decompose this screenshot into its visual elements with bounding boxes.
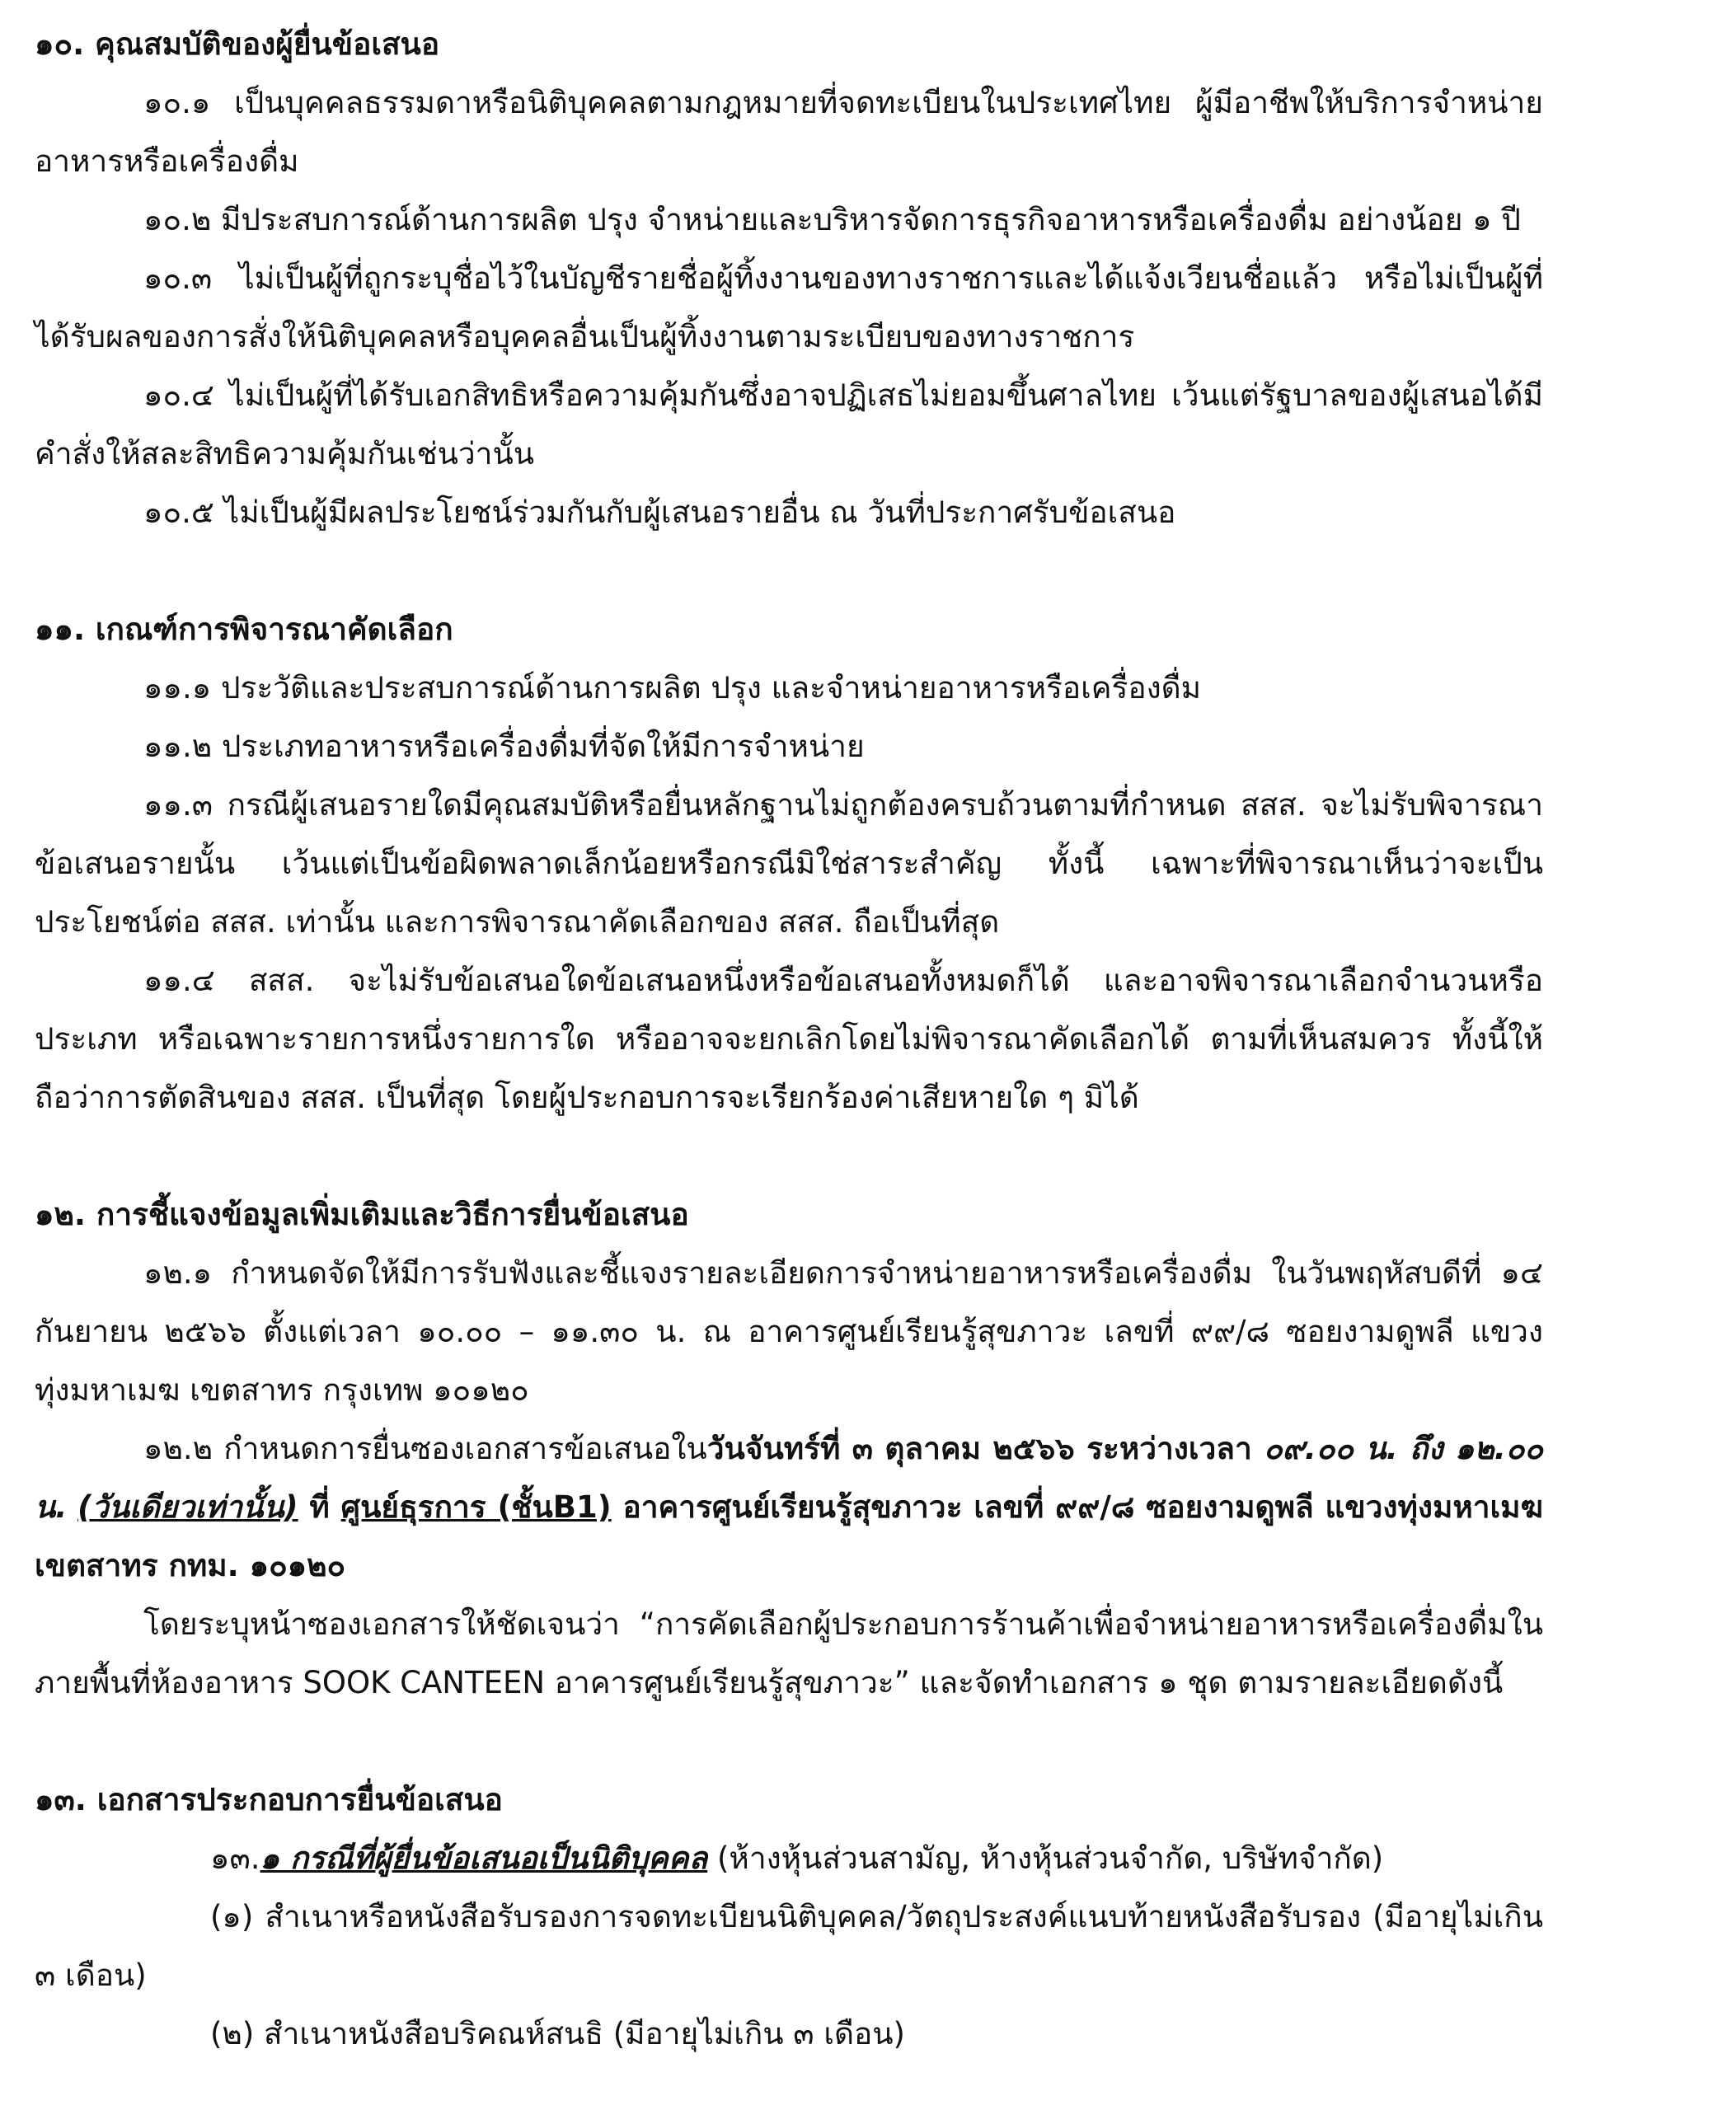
clause-13-1-number: ๑๓. [210,1840,260,1876]
section-spacer [35,542,1543,600]
required-doc-2: (๒) สำเนาหนังสือบริคณห์สนธิ (มีอายุไม่เกิน ๓ เดือน) [210,2016,905,2051]
section-spacer [35,1127,1543,1185]
clause-10-3: ๑๐.๓ ไม่เป็นผู้ที่ถูกระบุชื่อไว้ในบัญชีรายชื่อผู้ทิ้งงานของทางราชการและได้แจ้งเวียนชื่อแล้ว หรือไม่เป็นผู้ที่ได้รับผลของการสั่งให้นิติบุคคลหรือบุคคลอื่นเป็นผู้ทิ้งงานตามระเบียบของทางราชการ [35,260,1543,354]
submission-date: วันจันทร์ที่ ๓ ตุลาคม ๒๕๖๖ ระหว่างเวลา [706,1431,1264,1466]
section-12-heading: ๑๒. การชี้แจงข้อมูลเพิ่มเติมและวิธีการยื่นข้อเสนอ [35,1197,689,1232]
submission-time: ๐๙.๐๐ น. ถึง ๑๒.๐๐ น. [35,1431,1543,1525]
one-day-only-note: (วันเดียวเท่านั้น) [77,1489,298,1525]
clause-11-2: ๑๑.๒ ประเภทอาหารหรือเครื่องดื่มที่จัดให้มีการจำหน่าย [143,729,865,764]
section-11-heading: ๑๑. เกณฑ์การพิจารณาคัดเลือก [35,612,453,647]
submission-address: อาคารศูนย์เรียนรู้สุขภาวะ เลขที่ ๙๙/๘ ซอยงามดูพลี แขวงทุ่งมหาเมฆ เขตสาทร กทม. ๑๐๑๒๐ [35,1489,1543,1583]
submission-location: ศูนย์ธุรการ (ชั้นB1) [340,1489,612,1525]
required-doc-1: (๑) สำเนาหรือหนังสือรับรองการจดทะเบียนนิติบุคคล/วัตถุประสงค์แนบท้ายหนังสือรับรอง (มีอายุไม่เกิน ๓ เดือน) [35,1899,1543,1993]
clause-11-3: ๑๑.๓ กรณีผู้เสนอรายใดมีคุณสมบัติหรือยื่นหลักฐานไม่ถูกต้องครบถ้วนตามที่กำหนด สสส. จะไม่รับพิจารณาข้อเสนอรายนั้น เว้นแต่เป็นข้อผิดพลาดเล็กน้อยหรือกรณีมิใช่สาระสำคัญ ทั้งนี้ เฉพาะที่พิจารณาเห็นว่าจะเป็นประโยชน์ต่อ สสส. เท่านั้น และการพิจารณาคัดเลือกของ สสส. ถือเป็นที่สุด [35,787,1543,940]
clause-13-1 [35,1829,1543,1887]
clause-12-2 [35,1419,1543,1595]
clause-11-4: ๑๑.๔ สสส. จะไม่รับข้อเสนอใดข้อเสนอหนึ่งหรือข้อเสนอทั้งหมดก็ได้ และอาจพิจารณาเลือกจำนวนหรือประเภท หรือเฉพาะรายการหนึ่งรายการใด หรืออาจจะยกเลิกโดยไม่พิจารณาคัดเลือกได้ ตามที่เห็นสมควร ทั้งนี้ให้ถือว่าการตัดสินของ สสส. เป็นที่สุด โดยผู้ประกอบการจะเรียกร้องค่าเสียหายใด ๆ มิได้ [35,963,1543,1115]
spacer-text [67,1489,77,1525]
clause-10-5: ๑๐.๕ ไม่เป็นผู้มีผลประโยชน์ร่วมกันกับผู้เสนอรายอื่น ณ วันที่ประกาศรับข้อเสนอ [143,495,1176,530]
clause-11-1: ๑๑.๑ ประวัติและประสบการณ์ด้านการผลิต ปรุง และจำหน่ายอาหารหรือเครื่องดื่ม [143,670,1202,706]
clause-10-2: ๑๐.๒ มีประสบการณ์ด้านการผลิต ปรุง จำหน่ายและบริหารจัดการธุรกิจอาหารหรือเครื่องดื่ม อย่างน้อย ๑ ปี [143,202,1521,237]
at-text: ที่ [298,1489,341,1525]
section-10-heading: ๑๐. คุณสมบัติของผู้ยื่นข้อเสนอ [35,26,440,62]
clause-10-4: ๑๐.๔ ไม่เป็นผู้ที่ได้รับเอกสิทธิหรือความคุ้มกันซึ่งอาจปฏิเสธไม่ยอมขึ้นศาลไทย เว้นแต่รัฐบาลของผู้เสนอได้มีคำสั่งให้สละสิทธิความคุ้มกันเช่นว่านั้น [35,377,1543,471]
clause-12-2-intro: ๑๒.๒ กำหนดการยื่นซองเอกสารข้อเสนอใน [143,1431,707,1466]
section-13-heading: ๑๓. เอกสารประกอบการยื่นข้อเสนอ [35,1782,503,1817]
section-spacer [35,1712,1543,1770]
envelope-note: โดยระบุหน้าซองเอกสารให้ชัดเจนว่า “การคัดเลือกผู้ประกอบการร้านค้าเพื่อจำหน่ายอาหารหรือเครื่องดื่มในภายพื้นที่ห้องอาหาร SOOK CANTEEN อาคารศูนย์เรียนรู้สุขภาวะ” และจัดทำเอกสาร ๑ ชุด ตามรายละเอียดดังนี้ [35,1606,1543,1700]
juristic-person-label: ๑ กรณีที่ผู้ยื่นข้อเสนอเป็นนิติบุคคล [260,1840,708,1876]
clause-12-1: ๑๒.๑ กำหนดจัดให้มีการรับฟังและชี้แจงรายละเอียดการจำหน่ายอาหารหรือเครื่องดื่ม ในวันพฤหัสบดีที่ ๑๔ กันยายน ๒๕๖๖ ตั้งแต่เวลา ๑๐.๐๐ – ๑๑.๓๐ น. ณ อาคารศูนย์เรียนรู้สุขภาวะ เลขที่ ๙๙/๘ ซอยงามดูพลี แขวงทุ่งมหาเมฆ เขตสาทร กรุงเทพ ๑๐๑๒๐ [35,1255,1543,1408]
juristic-person-types: (ห้างหุ้นส่วนสามัญ, ห้างหุ้นส่วนจำกัด, บริษัทจำกัด) [707,1840,1384,1876]
document-page [35,15,1543,2063]
clause-10-1: ๑๐.๑ เป็นบุคคลธรรมดาหรือนิติบุคคลตามกฎหมายที่จดทะเบียนในประเทศไทย ผู้มีอาชีพให้บริการจำหน่ายอาหารหรือเครื่องดื่ม [35,85,1543,179]
